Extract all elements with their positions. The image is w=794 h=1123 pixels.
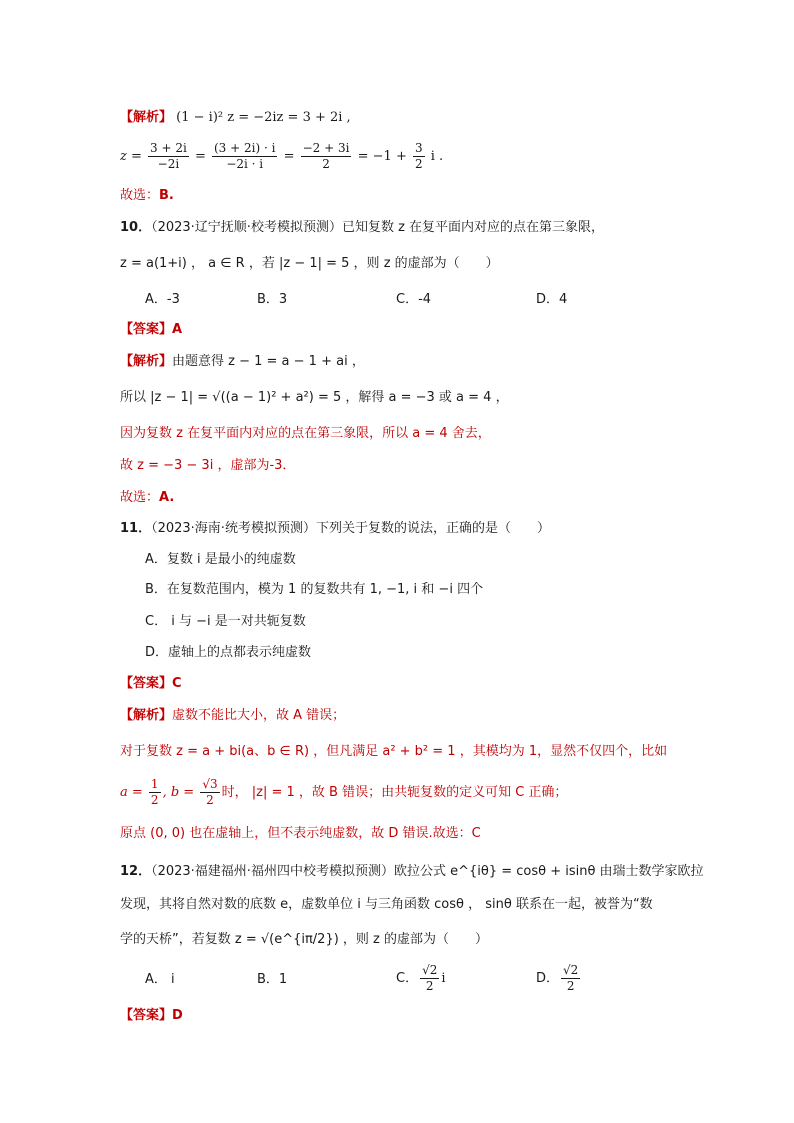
choose-prefix: 故选： <box>120 188 160 203</box>
q9-tail-post: i . <box>430 149 444 164</box>
analysis-tag: 【解析】 <box>120 110 173 125</box>
q11-answer-line: 【答案】C <box>120 676 182 691</box>
q9-analysis-line1 <box>120 108 351 128</box>
q10-choice: A. <box>159 490 175 505</box>
q10-sol2: 所以 |z − 1| = √((a − 1)² + a²) = 5 ，解得 a = −3 或 a = 4 ， <box>120 390 509 405</box>
q9-tail-pre: = −1 + <box>357 149 407 164</box>
q11-option-a: A．复数 i 是最小的纯虚数 <box>145 552 296 567</box>
q10-sol1: 由题意得 z − 1 = a − 1 + ai ， <box>172 354 365 369</box>
q9-analysis-line2: z = $\frac{3 + 2i}{-2i}$ = $\frac{(3 + 2i) \cdot i}{-2i \cdot i}$ = $\frac{-2 + 3i}{2}$ = −1 + $\frac{3}{2}$ i . <box>120 141 444 171</box>
q10-choose-line: 故选：A. <box>120 490 175 505</box>
q9-choose-line <box>120 186 174 206</box>
answer-tag: 【答案】 <box>120 322 173 337</box>
q10-answer-line <box>120 320 182 340</box>
q11-option-b: B．在复数范围内，模为 1 的复数共有 1, −1, i 和 −i 四个 <box>145 582 484 597</box>
q11-sol2: 对于复数 z = a + bi(a、b ∈ R) ，但凡满足 a² + b² = 1 ，其模均为 1，显然不仅四个，比如 <box>120 744 668 759</box>
q12-option-b: B．1 <box>257 972 288 987</box>
q10-sol-line3 <box>120 424 491 444</box>
q9-z-eq: z = <box>120 149 142 164</box>
q9-frac-1: $\frac{3 + 2i}{-2i}$ <box>150 141 187 171</box>
q10-number: 10． <box>120 220 152 235</box>
q9-frac-2: $\frac{(3 + 2i) \cdot i}{-2i \cdot i}$ <box>214 141 276 171</box>
q11-answer: C <box>172 676 182 691</box>
q10-sol3: 因为复数 z 在复平面内对应的点在第三象限，所以 a = 4 舍去， <box>120 426 491 441</box>
q10-option-d: D．4 <box>536 292 568 307</box>
q10-sol-line2 <box>120 388 509 408</box>
q11-sol-line1: 【解析】虚数不能比大小，故 A 错误； <box>120 708 346 723</box>
q9-choice: B. <box>159 188 174 203</box>
q11-sol4: 原点 (0, 0) 也在虚轴上，但不表示纯虚数，故 D 错误.故选：C <box>120 826 481 841</box>
q9-frac-3: $\frac{-2 + 3i}{2}$ <box>302 141 350 171</box>
q10-sol4: 故 z = −3 − 3i ，虚部为-3． <box>120 458 296 473</box>
q11-sol1: 虚数不能比大小，故 A 错误； <box>172 708 346 723</box>
q12-opt-d-frac: $\frac{√2}{2}$ <box>563 963 579 993</box>
q12-option-d: D． $\frac{√2}{2}$ <box>536 963 579 993</box>
q10-sol-line1: 【解析】由题意得 z − 1 = a − 1 + ai ， <box>120 354 365 369</box>
q12-option-c: C． $\frac{√2}{2}$ i <box>396 963 446 993</box>
q12-stem1: 欧拉公式 e^{iθ} = cosθ + isinθ 由瑞士数学家欧拉 <box>393 864 704 879</box>
q12-stem3: 学的天桥”，若复数 z = √(e^{iπ/2}) ，则 z 的虚部为（ ） <box>120 932 489 947</box>
q10-answer: A <box>172 322 183 337</box>
q12-opt-c-frac: $\frac{√2}{2}$ <box>422 963 438 993</box>
q12-stem2: 发现，其将自然对数的底数 e，虚数单位 i 与三角函数 cosθ ， sinθ 联系在一起，被誉为“数 <box>120 897 653 912</box>
q12-answer-line: 【答案】D <box>120 1008 183 1023</box>
q11-stem: 下列关于复数的说法，正确的是（ ） <box>315 521 550 536</box>
q10-stem1: 已知复数 z 在复平面内对应的点在第三象限， <box>341 220 605 235</box>
q12-stem-line3 <box>120 930 488 950</box>
q11-option-c: C． i 与 −i 是一对共轭复数 <box>145 614 306 629</box>
q12-number: 12． <box>120 864 152 879</box>
q11-sol-line3: a = $\frac{1}{2}$ , b = $\frac{√3}{2}$ 时， |z| = 1 ，故 B 错误；由共轭复数的定义可知 C 正确； <box>120 777 568 807</box>
q10-option-c: C．-4 <box>396 292 432 307</box>
q10-sol-line4 <box>120 456 295 476</box>
q12-source: （2023·福建福州·福州四中校考模拟预测） <box>151 864 394 879</box>
q11-frac-b: $\frac{√3}{2}$ <box>202 777 218 807</box>
q10-option-b: B．3 <box>257 292 288 307</box>
q11-sol-line2 <box>120 742 667 762</box>
q10-source: （2023·辽宁抚顺·校考模拟预测） <box>151 220 342 235</box>
q11-sol3-tail: 时， |z| = 1 ，故 B 错误；由共轭复数的定义可知 C 正确； <box>221 785 568 800</box>
q11-option-d: D．虚轴上的点都表示纯虚数 <box>145 645 312 660</box>
q10-option-a: A．-3 <box>145 292 180 307</box>
q10-stem2: z = a(1+i) ， a ∈ R ，若 |z − 1| = 5 ，则 z 的虚部为（ ） <box>120 256 499 271</box>
q9-frac-4: $\frac{3}{2}$ <box>414 141 423 171</box>
q12-option-a: A． i <box>145 972 175 987</box>
q11-number: 11． <box>120 521 152 536</box>
q10-stem-line1 <box>120 218 604 238</box>
q12-stem-line1 <box>120 862 704 882</box>
q11-source: （2023·海南·统考模拟预测） <box>151 521 316 536</box>
q11-stem-line <box>120 519 550 539</box>
q11-frac-a: $\frac{1}{2}$ <box>150 777 159 807</box>
q12-stem-line2 <box>120 895 653 915</box>
q12-answer: D <box>172 1008 183 1023</box>
q9-equation-1: (1 − i)² z = −2iz = 3 + 2i , <box>176 110 351 125</box>
q10-stem-line2 <box>120 254 499 274</box>
q11-sol-line4 <box>120 824 481 844</box>
